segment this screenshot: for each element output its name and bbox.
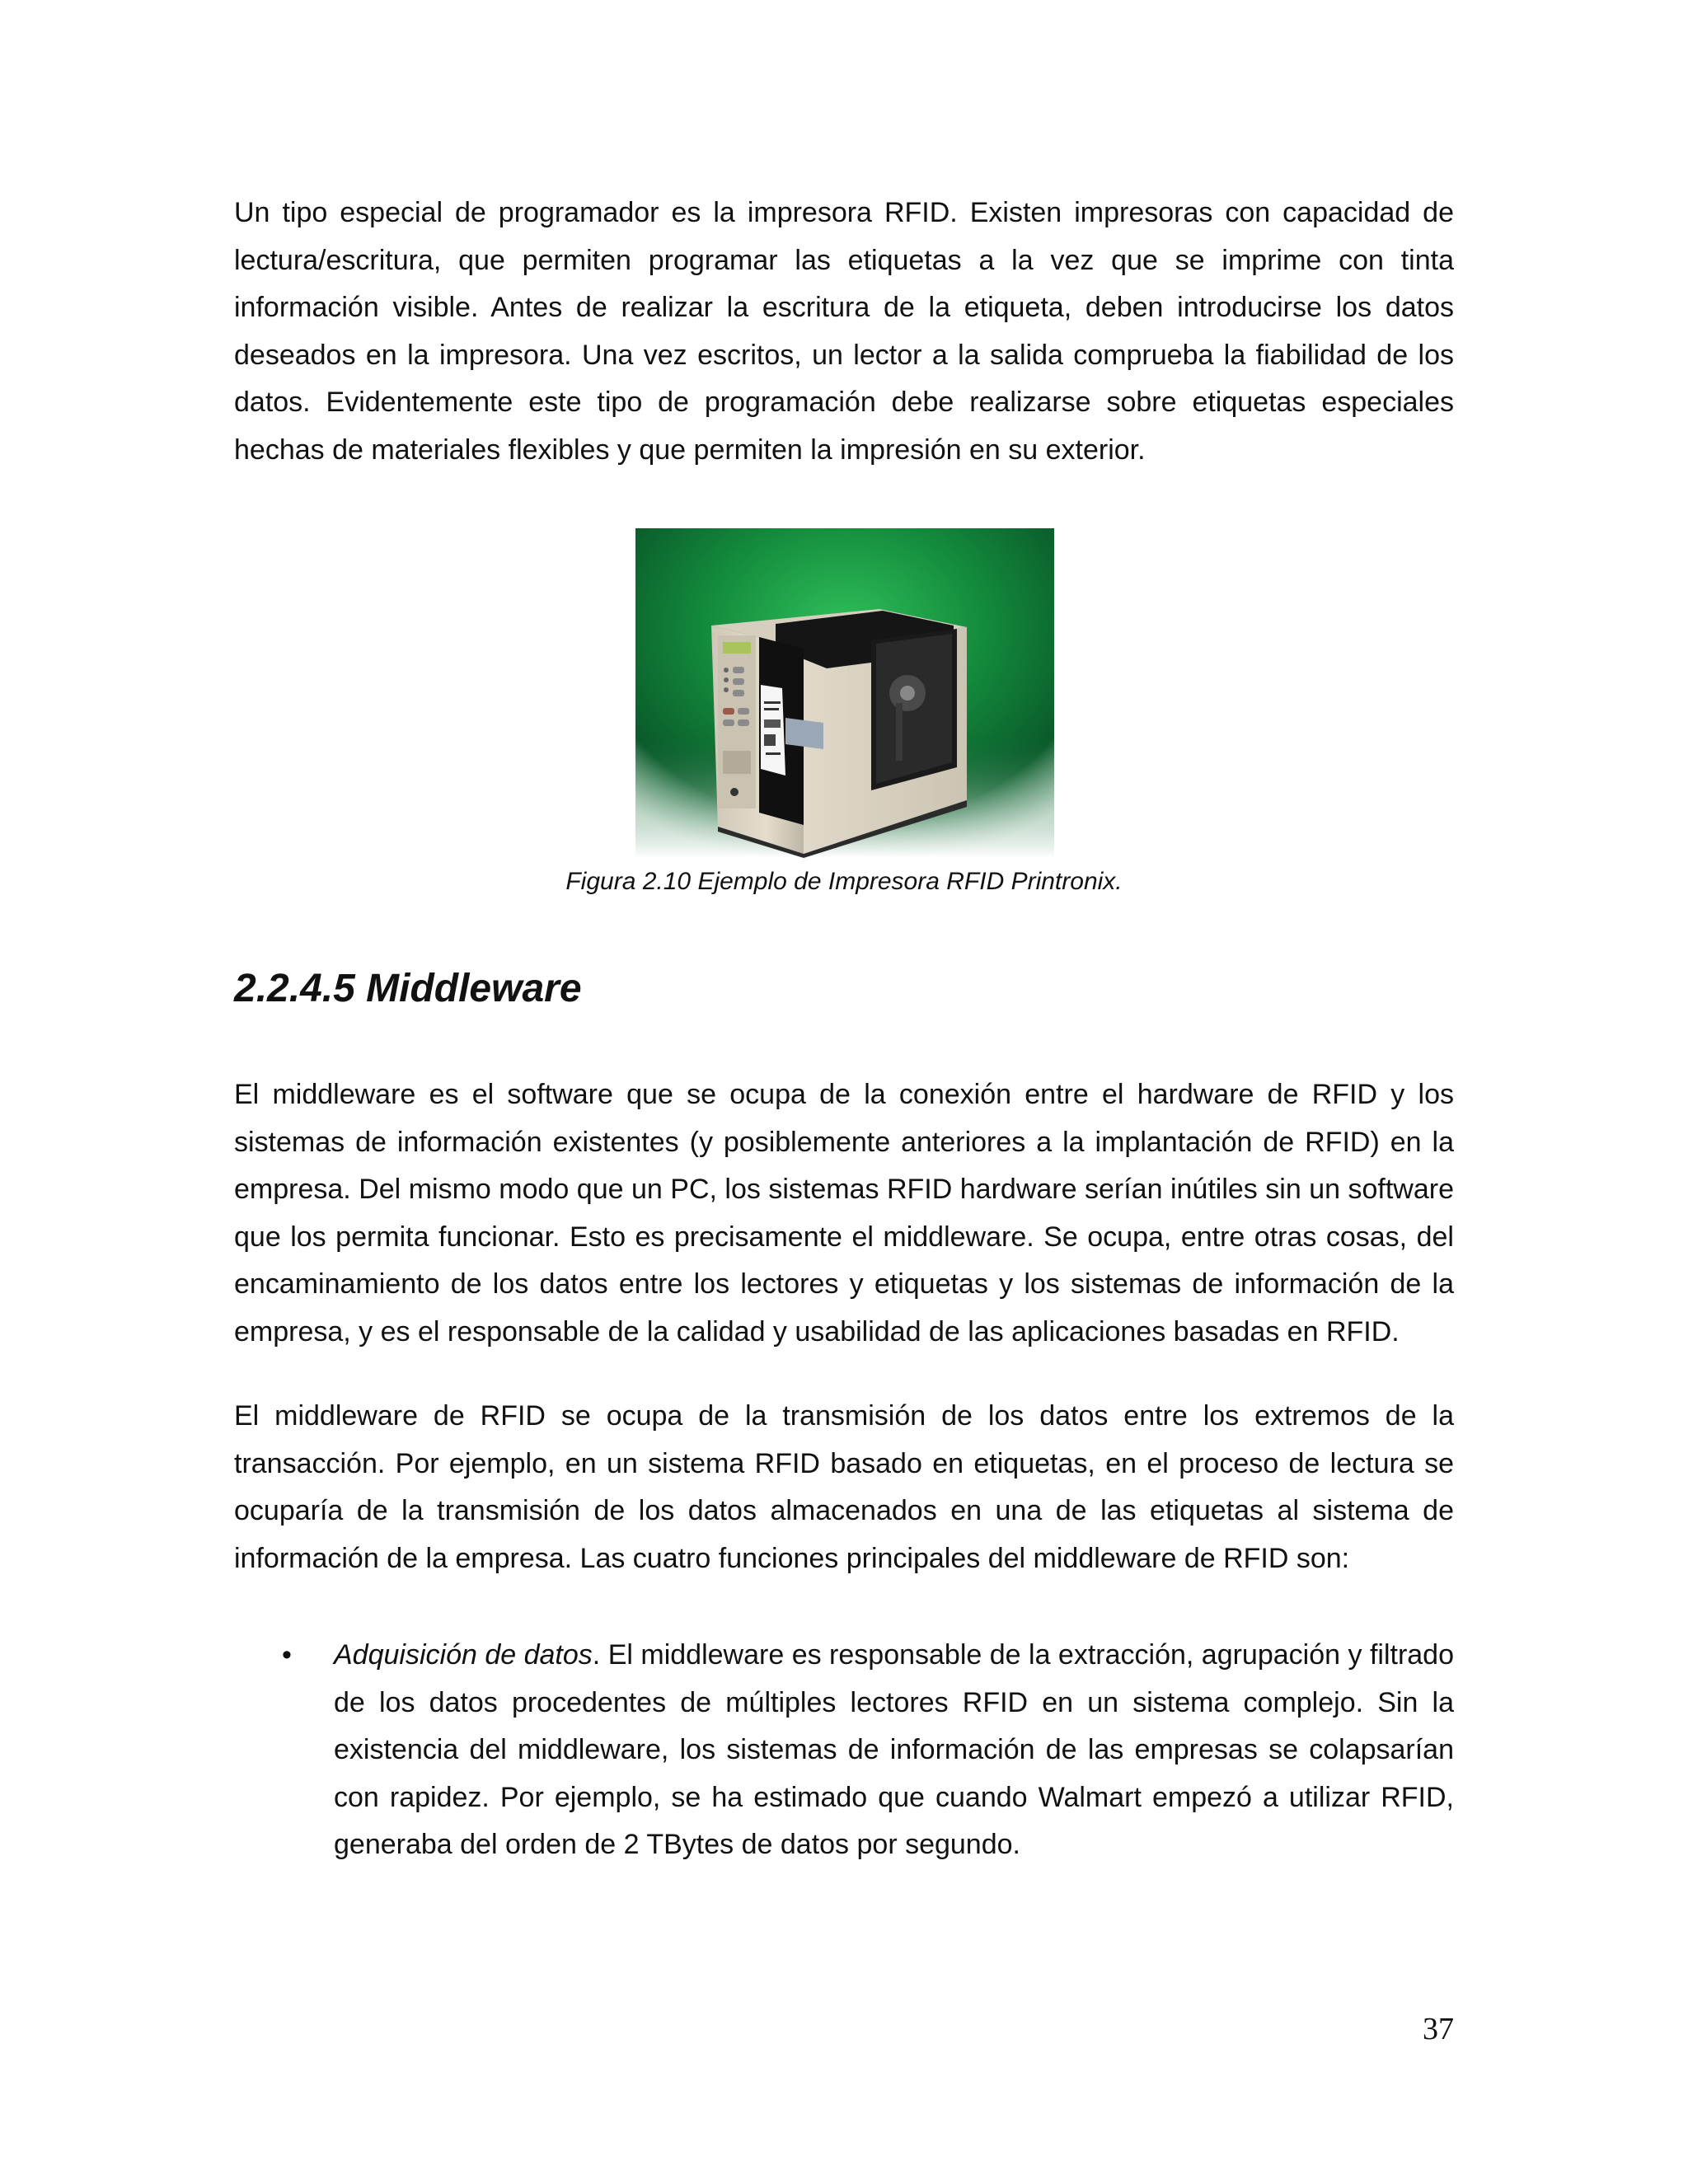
rfid-printer-image xyxy=(635,528,1054,858)
intro-paragraph: Un tipo especial de programador es la impresora RFID. Existen impresoras con capacidad de lectura/escritura, que permiten programar las etiquetas a la vez que se imprime con tinta información visible. Antes de realizar la escritura de la etiqueta, deben introducirse los datos deseados en la impresora. Una vez escritos, un lector a la salida comprueba la fiabilidad de los datos. Evidentemente este tipo de programación debe realizarse sobre etiquetas especiales hechas de materiales flexibles y que permiten la impresión en su exterior. xyxy=(234,197,1454,466)
middleware-paragraph-2: El middleware de RFID se ocupa de la transmisión de los datos entre los extremos de la transacción. Por ejemplo, en un sistema RFID basado en etiquetas, en el proceso de lectura se ocuparía de la transmisión de los datos almacenados en una de las etiquetas al sistema de información de la empresa. Las cuatro funciones principales del middleware de RFID son: xyxy=(234,1400,1454,1574)
page-number: 37 xyxy=(1423,2012,1454,2046)
middleware-paragraph-1: El middleware es el software que se ocupa de la conexión entre el hardware de RFID y los sistemas de información existentes (y posiblemente anteriores a la implantación de RFID) en la empresa. Del mismo modo que un PC, los sistemas RFID hardware serían inútiles sin un software que los permita funcionar. Esto es precisamente el middleware. Se ocupa, entre otras cosas, del encaminamiento de los datos entre los lectores y etiquetas y los sistemas de información de la empresa, y es el responsable de la calidad y usabilidad de las aplicaciones basadas en RFID. xyxy=(234,1079,1454,1347)
section-heading: 2.2.4.5 Middleware xyxy=(234,967,582,1010)
list-item xyxy=(234,1632,1454,1869)
bullet-marker: • xyxy=(282,1639,292,1671)
list-item-term: Adquisición de datos xyxy=(334,1639,593,1671)
functions-list xyxy=(234,1632,1454,1869)
list-item-text: . El middleware es responsable de la extracción, agrupación y filtrado de los datos procedentes de múltiples lectores RFID en un sistema complejo. Sin la existencia del middleware, los sistemas de información de las empresas se colapsarían con rapidez. Por ejemplo, se ha estimado que cuando Walmart empezó a utilizar RFID, generaba del orden de 2 TBytes de datos por segundo. xyxy=(334,1639,1454,1861)
middleware-paragraph-2-block xyxy=(234,1393,1454,1582)
middleware-paragraph-1-block xyxy=(234,1071,1454,1357)
rfid-printer-figure xyxy=(635,528,1054,858)
intro-paragraph-block xyxy=(234,190,1454,475)
figure-caption: Figura 2.10 Ejemplo de Impresora RFID Printronix. xyxy=(565,868,1123,895)
